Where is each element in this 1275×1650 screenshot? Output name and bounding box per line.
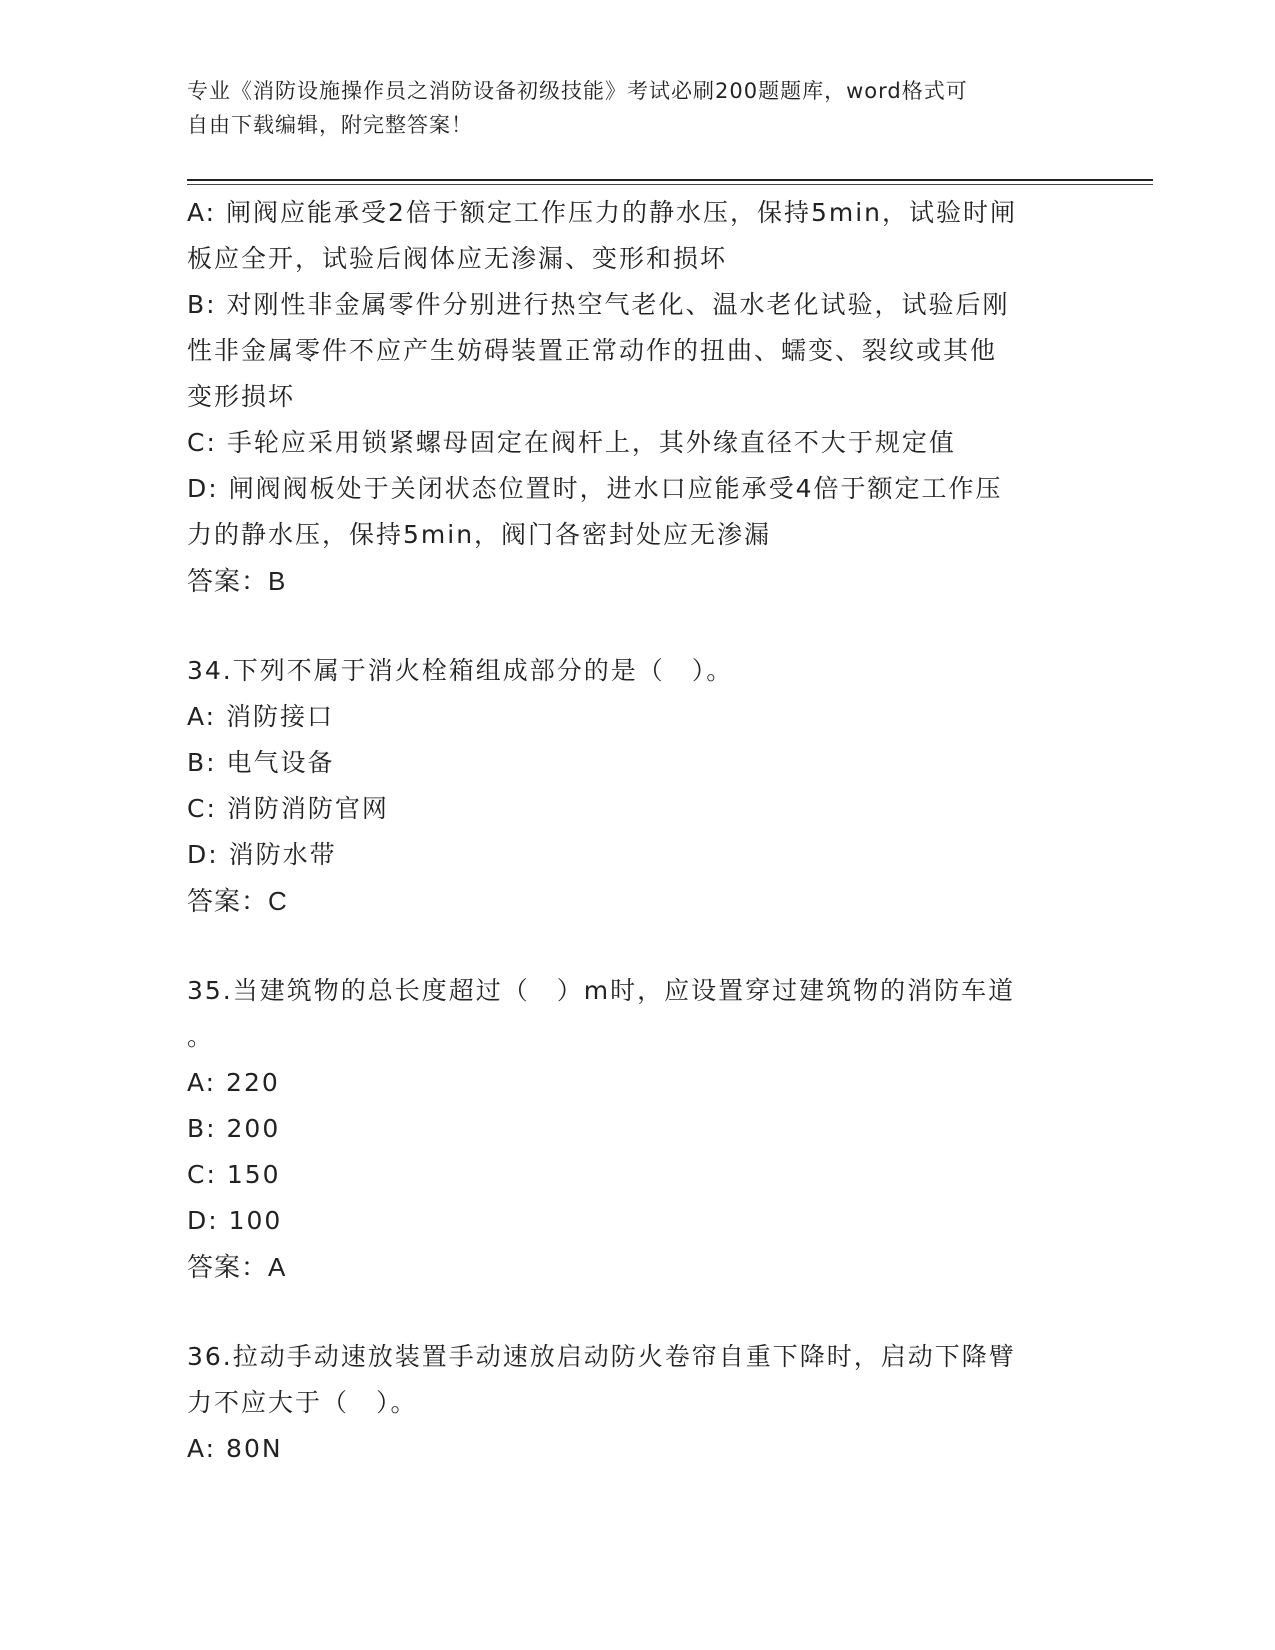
question-text: 34.下列不属于消火栓箱组成部分的是（ ）。 (187, 656, 734, 685)
option-c: C: 150 (187, 1160, 281, 1189)
option-a: A: 80N (187, 1434, 283, 1463)
option-d: D: 消防水带 (187, 840, 337, 869)
option-a-line-2: 板应全开，试验后阀体应无渗漏、变形和损坏 (187, 244, 728, 273)
question-35 (187, 968, 1107, 1290)
question-34 (187, 648, 1107, 924)
option-b: B: 电气设备 (187, 748, 335, 777)
option-b-line-1: B: 对刚性非金属零件分别进行热空气老化、温水老化试验，试验后刚 (187, 290, 1010, 319)
header-divider-thick (187, 179, 1153, 181)
answer-line: 答案：B (187, 566, 287, 596)
document-header (187, 74, 1067, 142)
question-36 (187, 1334, 1107, 1472)
option-b-line-2: 性非金属零件不应产生妨碍装置正常动作的扭曲、蠕变、裂纹或其他 (187, 336, 998, 365)
option-c-line-1: C: 手轮应采用锁紧螺母固定在阀杆上，其外缘直径不大于规定值 (187, 428, 956, 457)
answer-line: 答案：A (187, 1252, 287, 1282)
header-divider-thin (187, 184, 1153, 185)
option-d-line-1: D: 闸阀阀板处于关闭状态位置时，进水口应能承受4倍于额定工作压 (187, 474, 1003, 503)
option-d-line-2: 力的静水压，保持5min，阀门各密封处应无渗漏 (187, 520, 772, 549)
option-d: D: 100 (187, 1206, 283, 1235)
answer-line: 答案：C (187, 886, 288, 916)
question-text-line-1: 35.当建筑物的总长度超过（ ）m时，应设置穿过建筑物的消防车道 (187, 976, 1016, 1005)
option-c: C: 消防消防官网 (187, 794, 389, 823)
question-33-options (187, 190, 1107, 604)
header-title-line-1: 专业《消防设施操作员之消防设备初级技能》考试必刷200题题库，word格式可 (187, 79, 968, 103)
question-list (187, 190, 1107, 1472)
option-b-line-3: 变形损坏 (187, 382, 296, 411)
spacer (187, 924, 1107, 968)
question-text-line-2: 力不应大于（ ）。 (187, 1388, 418, 1417)
question-text-line-1: 36.拉动手动速放装置手动速放启动防火卷帘自重下降时，启动下降臂 (187, 1342, 1016, 1371)
option-b: B: 200 (187, 1114, 281, 1143)
spacer (187, 1290, 1107, 1334)
option-a: A: 220 (187, 1068, 280, 1097)
question-text-line-2: 。 (187, 1022, 215, 1051)
header-title-line-2: 自由下载编辑，附完整答案！ (187, 113, 473, 137)
spacer (187, 604, 1107, 648)
option-a-line-1: A: 闸阀应能承受2倍于额定工作压力的静水压，保持5min，试验时闸 (187, 198, 1017, 227)
option-a: A: 消防接口 (187, 702, 335, 731)
